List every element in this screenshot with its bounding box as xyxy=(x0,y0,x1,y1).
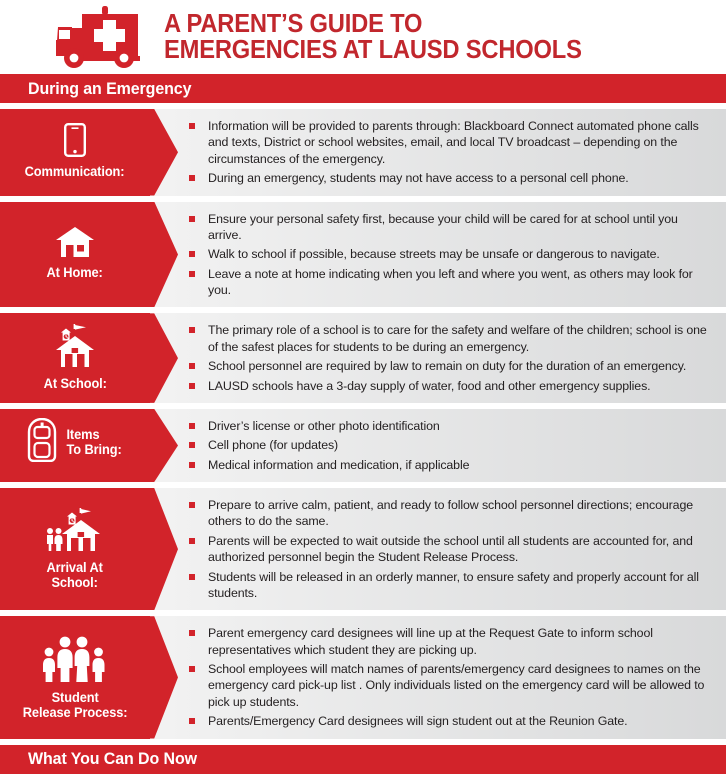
bullet-item: Leave a note at home indicating when you left and where you went, as others may look for you. xyxy=(186,266,712,299)
sections-container xyxy=(0,109,726,739)
bullet-item: Students will be released in an orderly manner, to ensure safety and properly account for all students. xyxy=(186,569,712,602)
section-label-text: Items To Bring: xyxy=(66,427,123,458)
section-row xyxy=(0,313,726,403)
bullet-item: During an emergency, students may not have access to a personal cell phone. xyxy=(186,170,712,186)
page-title xyxy=(164,11,613,63)
bullet-item: School employees will match names of parents/emergency card designees to names on the emergency card pick-up list . Only individuals listed on the emergency card will be allowed to pick up students. xyxy=(186,661,712,710)
mobile-phone-icon xyxy=(64,123,86,162)
section-label-text: At Home: xyxy=(46,265,104,281)
section-label-arrow xyxy=(150,202,178,308)
section-label-block xyxy=(0,409,150,482)
section-banner-what-you-can-do-now xyxy=(0,745,726,774)
bullet-item: Driver’s license or other photo identification xyxy=(186,418,712,434)
section-body xyxy=(178,409,726,482)
bullet-list xyxy=(186,322,712,394)
section-body xyxy=(178,488,726,610)
bullet-item: Cell phone (for updates) xyxy=(186,437,712,453)
section-label-arrow xyxy=(150,616,178,738)
section-label-arrow xyxy=(150,488,178,610)
section-body xyxy=(178,202,726,308)
section-label-text: Communication: xyxy=(25,164,125,180)
page-title-line1: A PARENT’S GUIDE TO xyxy=(164,10,423,38)
section-label-block xyxy=(0,109,150,196)
ambulance-icon xyxy=(46,4,154,70)
bullet-item: School personnel are required by law to remain on duty for the duration of an emergency. xyxy=(186,358,712,374)
section-label-block xyxy=(0,488,150,610)
section-label-block xyxy=(0,202,150,308)
bullet-item: Information will be provided to parents through: Blackboard Connect automated phone calls and texts, District or school websites, email, and local TV broadcast – depending on the circumstances of the emergency. xyxy=(186,118,712,167)
bullet-item: Parent emergency card designees will line up at the Request Gate to inform school representatives which student they are picking up. xyxy=(186,625,712,658)
section-label-block xyxy=(0,616,150,738)
section-label-text: Arrival At School: xyxy=(46,559,104,590)
section-label-arrow xyxy=(150,109,178,196)
bullet-list xyxy=(186,497,712,601)
bullet-list xyxy=(186,211,712,299)
section-row xyxy=(0,488,726,610)
page-title-line2: EMERGENCIES AT LAUSD SCHOOLS xyxy=(164,36,582,64)
section-row xyxy=(0,616,726,738)
bullet-item: The primary role of a school is to care for the safety and welfare of the children; school is one of the safest places for students to be during an emergency. xyxy=(186,322,712,355)
house-icon xyxy=(55,226,95,263)
bullet-item: Prepare to arrive calm, patient, and ready to follow school personnel directions; encourage others to do the same. xyxy=(186,497,712,530)
bullet-item: Parents will be expected to wait outside the school until all students are accounted for, and authorized personnel begin the Student Release Process. xyxy=(186,533,712,566)
family-group-icon xyxy=(37,633,113,688)
section-row xyxy=(0,409,726,482)
bullet-list xyxy=(186,625,712,729)
section-row xyxy=(0,202,726,308)
section-body xyxy=(178,616,726,738)
banner-label: During an Emergency xyxy=(28,78,192,98)
page-header xyxy=(0,0,726,74)
bullet-item: Medical information and medication, if applicable xyxy=(186,457,712,473)
section-label-block xyxy=(0,313,150,403)
section-label-arrow xyxy=(150,313,178,403)
section-label-text: Student Release Process: xyxy=(22,689,128,720)
bullet-item: LAUSD schools have a 3-day supply of water, food and other emergency supplies. xyxy=(186,378,712,394)
section-label-arrow xyxy=(150,409,178,482)
backpack-icon xyxy=(26,418,58,467)
schoolhouse-icon xyxy=(52,323,98,374)
banner-label: What You Can Do Now xyxy=(28,749,197,768)
bullet-list xyxy=(186,418,712,473)
section-body xyxy=(178,313,726,403)
section-row xyxy=(0,109,726,196)
bullet-item: Walk to school if possible, because streets may be unsafe or dangerous to navigate. xyxy=(186,246,712,262)
bullet-item: Parents/Emergency Card designees will sign student out at the Reunion Gate. xyxy=(186,713,712,729)
bullet-list xyxy=(186,118,712,187)
section-banner-during-emergency xyxy=(0,74,726,103)
schoolhouse-with-people-icon xyxy=(44,507,106,558)
section-body xyxy=(178,109,726,196)
bullet-item: Ensure your personal safety first, because your child will be cared for at school until you arrive. xyxy=(186,211,712,244)
section-label-text: At School: xyxy=(43,376,107,392)
